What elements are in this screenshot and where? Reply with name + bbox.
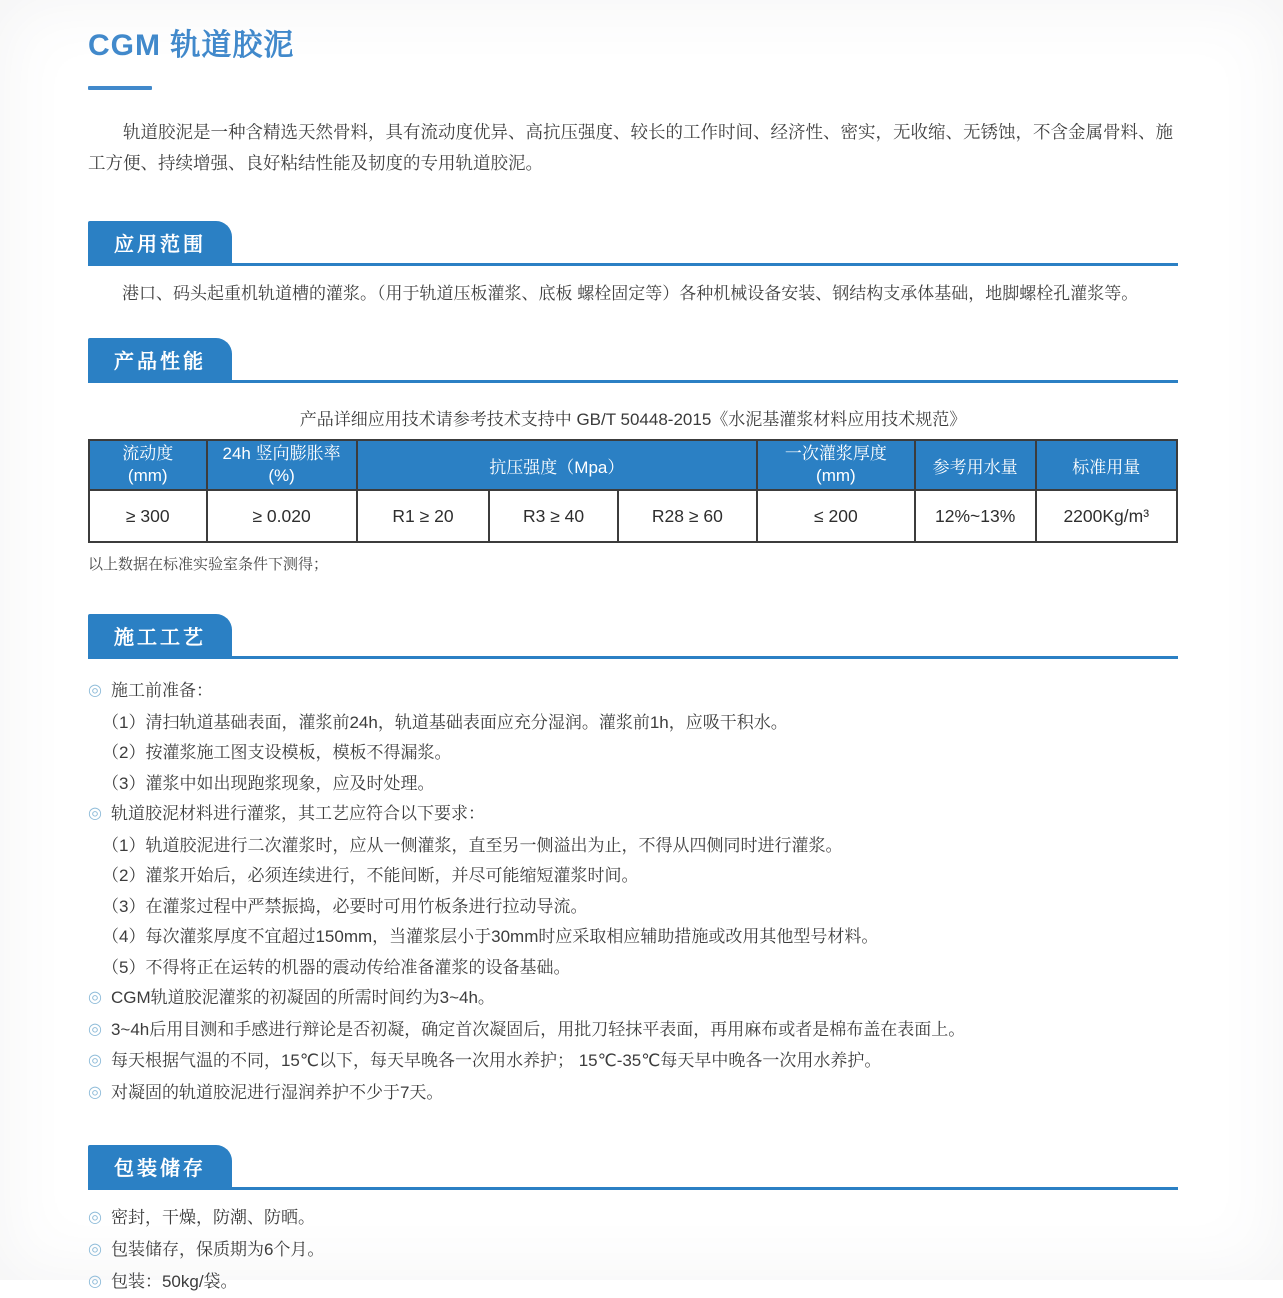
value-dosage: 2200Kg/m³ <box>1036 490 1177 542</box>
section-header-process <box>88 614 1178 659</box>
packaging-item-text: 包装：50kg/袋。 <box>110 1272 238 1291</box>
process-item-text: 每天根据气温的不同，15℃以下，每天早晚各一次用水养护； 15℃-35℃每天早中晚各一次用水养护。 <box>110 1051 882 1070</box>
list-item <box>88 769 1178 800</box>
list-item <box>88 799 1178 831</box>
ring-bullet-icon: ◎ <box>88 682 102 699</box>
process-item-text: （2）按灌浆施工图支设模板，模板不得漏浆。 <box>102 743 452 762</box>
ring-bullet-icon: ◎ <box>88 1273 102 1290</box>
title-underline <box>88 86 152 90</box>
performance-reference-note: 产品详细应用技术请参考技术支持中 GB/T 50448-2015《水泥基灌浆材料应用技术规范》 <box>299 410 967 429</box>
col-header-thickness-line2: (mm) <box>816 466 856 485</box>
packaging-list <box>88 1202 1178 1298</box>
col-header-flow <box>89 440 207 490</box>
process-item-text: （3）在灌浆过程中严禁振捣，必要时可用竹板条进行拉动导流。 <box>102 896 588 916</box>
ring-bullet-icon: ◎ <box>88 1020 102 1038</box>
ring-bullet-icon: ◎ <box>88 1241 102 1258</box>
page-title: CGM 轨道胶泥 <box>88 29 295 62</box>
list-item <box>88 892 1178 923</box>
col-header-flow-line2: (mm) <box>127 466 168 485</box>
list-item <box>88 983 1178 1015</box>
value-r1: R1 ≥ 20 <box>357 490 490 542</box>
value-expansion: ≥ 0.020 <box>207 490 357 542</box>
list-item <box>88 1046 1178 1078</box>
col-header-thickness <box>757 440 915 490</box>
ring-bullet-icon: ◎ <box>88 1083 102 1101</box>
col-header-thickness-line1: 一次灌浆厚度 <box>784 444 887 463</box>
list-item <box>88 1078 1178 1110</box>
list-item <box>88 738 1178 769</box>
list-item <box>88 708 1178 739</box>
process-item-text: （5）不得将正在运转的机器的震动传给准备灌浆的设备基础。 <box>102 957 571 977</box>
process-item-text: 对凝固的轨道胶泥进行湿润养护不少于7天。 <box>110 1082 444 1102</box>
section-tab-packaging: 包装储存 <box>88 1145 232 1187</box>
list-item <box>88 861 1178 892</box>
section-header-performance <box>88 338 1178 383</box>
application-body: 港口、码头起重机轨道槽的灌浆。（用于轨道压板灌浆、底板 螺栓固定等）各种机械设备安装、钢结构支承体基础，地脚螺栓孔灌浆等。 <box>122 284 1139 303</box>
section-tab-performance: 产品性能 <box>88 338 232 380</box>
col-header-strength: 抗压强度（Mpa） <box>357 440 757 490</box>
process-item-text: （3）灌浆中如出现跑浆现象，应及时处理。 <box>102 773 435 793</box>
section-tab-application: 应用范围 <box>88 221 232 263</box>
packaging-item-text: 密封，干燥，防潮、防晒。 <box>110 1208 315 1227</box>
section-tab-process: 施工工艺 <box>88 614 232 656</box>
list-item <box>88 831 1178 862</box>
list-item <box>88 922 1178 953</box>
process-item-text: 3~4h后用目测和手感进行辩论是否初凝，确定首次凝固后，用批刀轻抹平表面，再用麻布或者是棉布盖在表面上。 <box>110 1019 966 1039</box>
packaging-item-text: 包装储存，保质期为6个月。 <box>110 1240 325 1259</box>
value-r28: R28 ≥ 60 <box>618 490 757 542</box>
ring-bullet-icon: ◎ <box>88 1209 102 1226</box>
col-header-flow-line1: 流动度 <box>122 444 174 463</box>
process-item-text: （1）清扫轨道基础表面，灌浆前24h，轨道基础表面应充分湿润。灌浆前1h，应吸干积水。 <box>102 712 788 732</box>
col-header-expansion-line2: (%) <box>268 466 295 485</box>
intro-paragraph: 轨道胶泥是一种含精选天然骨料，具有流动度优异、高抗压强度、较长的工作时间、经济性、密实，无收缩、无锈蚀，不含金属骨料、施工方便、持续增强、良好粘结性能及韧度的专用轨道胶泥。 <box>88 122 1173 173</box>
list-item <box>88 1015 1178 1047</box>
col-header-dosage: 标准用量 <box>1036 440 1177 490</box>
ring-bullet-icon: ◎ <box>88 989 102 1006</box>
list-item <box>88 1234 1178 1266</box>
value-thickness: ≤ 200 <box>757 490 915 542</box>
process-item-text: （1）轨道胶泥进行二次灌浆时，应从一侧灌浆，直至另一侧溢出为止，不得从四侧同时进行灌浆。 <box>102 835 843 855</box>
ring-bullet-icon: ◎ <box>88 805 102 822</box>
value-flow: ≥ 300 <box>89 490 207 542</box>
process-item-text: （2）灌浆开始后，必须连续进行，不能间断，并尽可能缩短灌浆时间。 <box>102 866 639 885</box>
col-header-water: 参考用水量 <box>915 440 1036 490</box>
spec-table <box>88 439 1178 543</box>
process-item-text: 轨道胶泥材料进行灌浆，其工艺应符合以下要求： <box>110 804 485 823</box>
value-water: 12%~13% <box>915 490 1036 542</box>
section-header-packaging <box>88 1145 1178 1190</box>
list-item <box>88 953 1178 984</box>
list-item <box>88 1202 1178 1234</box>
process-item-text: （4）每次灌浆厚度不宜超过150mm，当灌浆层小于30mm时应采取相应辅助措施或改用其他型号材料。 <box>102 927 879 946</box>
spec-table-value-row <box>89 490 1177 542</box>
value-r3: R3 ≥ 40 <box>489 490 617 542</box>
col-header-expansion-line1: 24h 竖向膨胀率 <box>222 444 341 463</box>
process-item-text: CGM轨道胶泥灌浆的初凝固的所需时间约为3~4h。 <box>110 988 495 1007</box>
table-footnote: 以上数据在标准实验室条件下测得； <box>88 556 329 573</box>
spec-table-header-row <box>89 440 1177 490</box>
col-header-expansion <box>207 440 357 490</box>
process-list <box>88 676 1178 1109</box>
list-item <box>88 676 1178 708</box>
section-header-application <box>88 221 1178 266</box>
list-item <box>88 1266 1178 1298</box>
process-item-text: 施工前准备： <box>110 681 213 700</box>
ring-bullet-icon: ◎ <box>88 1052 102 1069</box>
